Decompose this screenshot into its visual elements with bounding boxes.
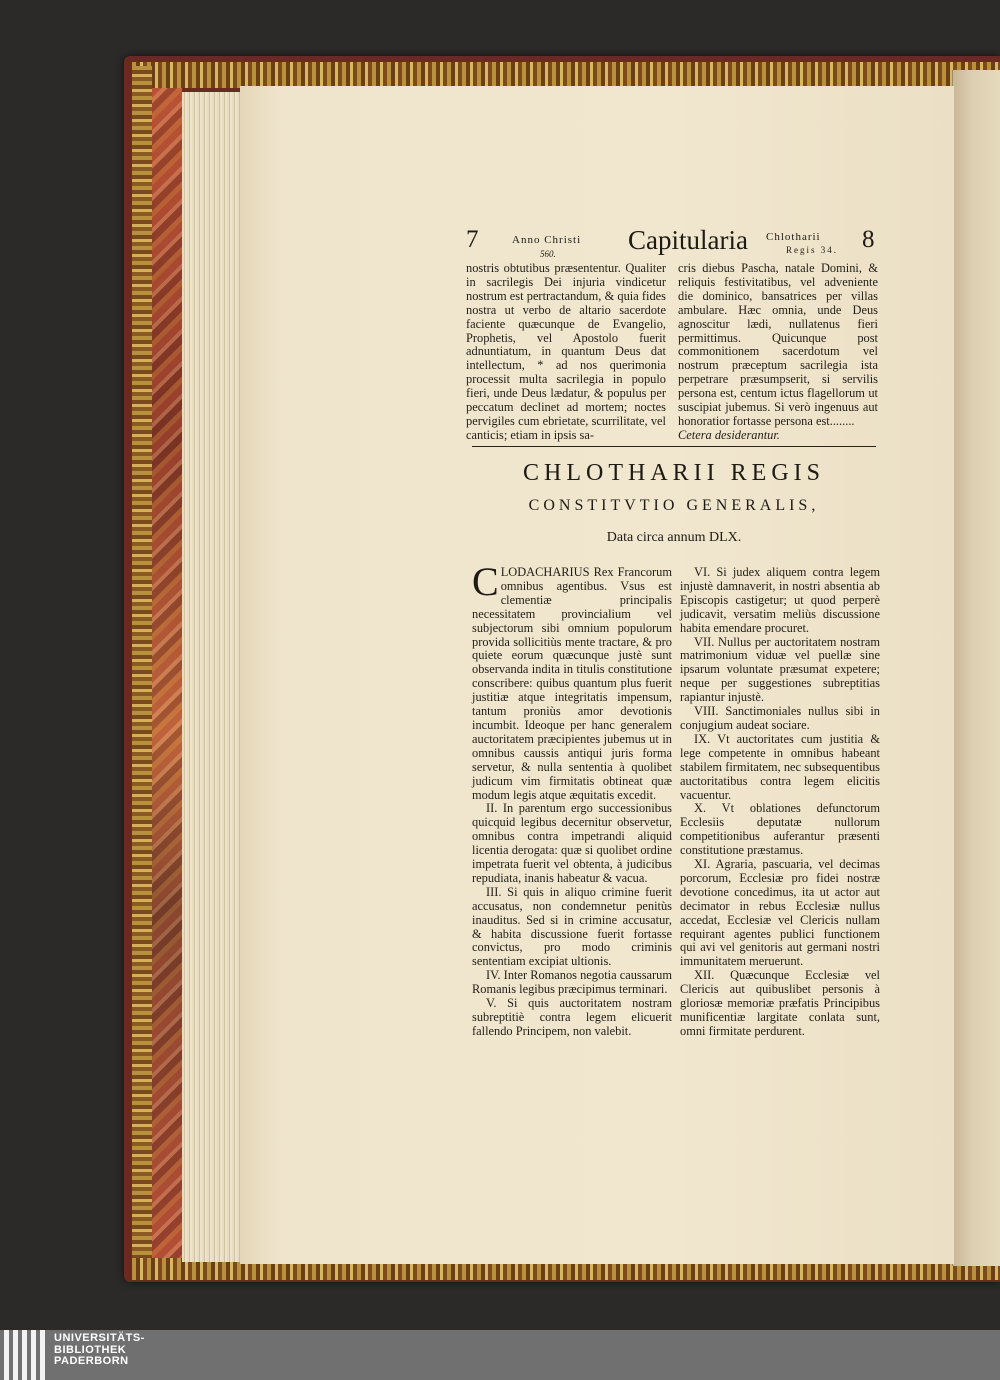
drop-cap: C xyxy=(472,559,499,604)
paragraph-intro xyxy=(472,559,672,802)
top-left-text: nostris obtutibus præsententur. Qualiter in sacrilegis Dei injuria vindicetur nostrum est pertractandum, & quia fides nostra ut verbo de altario sacerdote faciente quæcunque de Evangelio, Prophetis, vel Apostolo fuerit adnuntiatum, in quantum Deus dat intellectum, * ad nos querimonia processit multa sacrilegia in populo fieri, unde Deus lædatur, & populus per peccatum declinet ad mortem; noctes pervigiles cum ebrietate, scurrilitate, vel canticis; etiam in ipsis sa- xyxy=(466,261,666,442)
anno-christi: Anno Christi xyxy=(512,234,582,246)
paragraph-8: VIII. Sanctimoniales nullus sibi in conjugium audeat sociare. xyxy=(680,704,880,732)
header-chlotharii: Chlotharii xyxy=(766,231,821,243)
paragraph-1-text: LODACHARIUS Rex Francorum omnibus agentibus. Vsus est clementiæ principalis necessitatem provincialium vel subjectorum sibi omnium populorum provida sollicitiùs mente tractare, & pro quiete eorum quæcunque justè sunt observanda indita in titulis constitutione conscribere: quibus quantum plus fuerit justitiæ atque integritatis impensum, tantum proniùs amor devotionis incumbit. Ideoque per hanc generalem auctoritatem præcipientes jubemus ut in omnibus caussis antiqui juris forma servetur, & nulla sententia à quolibet judicum vim firmitatis obtineat quæ modum legis atque æquitatis excedit. xyxy=(472,565,672,802)
gilt-border-top xyxy=(132,62,1000,88)
running-header xyxy=(466,226,878,266)
paragraph-5: V. Si quis auctoritatem nostram subreptitiè contra legem elicuerit fallendo Principem, non valebit. xyxy=(472,996,672,1038)
library-line-1: UNIVERSITÄTS- xyxy=(54,1332,145,1344)
library-line-2: BIBLIOTHEK xyxy=(54,1343,127,1356)
library-name xyxy=(54,1333,145,1368)
paragraph-11: XI. Agraria, pascuaria, vel decimas porcorum, Ecclesiæ pro fidei nostræ devotione concedimus, ita ut actor aut decimator in rebus Ecclesiæ nullus accedat, Ecclesiæ vel Clericis nullam requirant agentes publici functionem qui avi vel genitoris aut germani nostri immunitatem meruerunt. xyxy=(680,857,880,969)
anno-year: 560. xyxy=(540,249,556,259)
gilt-border-left xyxy=(132,66,152,1276)
header-title: Capitularia xyxy=(628,225,748,255)
library-logo-icon xyxy=(4,1330,48,1380)
marbled-endpaper xyxy=(152,88,182,1258)
top-right-text: cris diebus Pascha, natale Domini, & reliquis festivitatibus, vel adveniente die dominico, bansatrices per villas ambulare. Hæc omnia, unde Deus agnoscitur lædi, nullatenus fieri permittimus. Quicunque post commonitionem sacerdotum vel nostrum præceptum sacrilegia ista perpetrare præsumpserit, si servilis persona est, centum ictus flagellorum ut suscipiat jubemus. Si verò ingenuus aut honoratior fortasse persona est........ xyxy=(678,261,878,428)
top-right-column xyxy=(678,262,878,443)
section-subtitle: CONSTITVTIO GENERALIS, xyxy=(528,497,820,514)
paragraph-10: X. Vt oblationes defunctorum Ecclesiis deputatæ nullorum competitionibus auferantur præsenti constitutione præstamus. xyxy=(680,801,880,858)
paragraph-12: XII. Quæcunque Ecclesiæ vel Clericis aut quibuslibet personis à gloriosæ memoriæ præfatis Principibus munificentiæ largitate conlata sunt, omni firmitate perdurent. xyxy=(680,968,880,1038)
page-number-right: 8 xyxy=(862,226,875,253)
header-regis: Regis 34. xyxy=(786,245,839,255)
paragraph-3: III. Si quis in aliquo crimine fuerit accusatus, non condemnetur penitùs inauditus. Sed si in crimine accusatur, & habita discussione fuerit fortasse convictus, pro modo criminis sententiam excipiat ultionis. xyxy=(472,884,672,969)
paragraph-6: VI. Si judex aliquem contra legem injustè damnaverit, in nostri absentia ab Episcopis castigetur; ut quod perperè judicavit, versatim meliùs discussione habita emendare procuret. xyxy=(680,565,880,635)
section-divider xyxy=(472,446,876,447)
paragraph-9: IX. Vt auctoritates cum justitia & lege competente in omnibus habeant stabilem firmitatem, nec subsequentibus auctoritatibus contra legem elicitis vacuentur. xyxy=(680,731,880,802)
facing-page-edge xyxy=(952,70,1000,1266)
page-number-left: 7 xyxy=(466,226,479,253)
library-line-3: PADERBORN xyxy=(54,1355,129,1367)
top-left-column xyxy=(466,262,666,443)
section-title: CHLOTHARII REGIS xyxy=(523,460,825,486)
paragraph-4: IV. Inter Romanos negotia caussarum Romanis legibus præcipimus terminari. xyxy=(472,968,672,997)
cetera-note: Cetera desiderantur. xyxy=(678,427,780,442)
section-date: Data circa annum DLX. xyxy=(606,530,742,545)
paragraph-2: II. In parentum ergo successionibus quicquid legibus decernitur observetur, omnibus contra impetrandi aliquid licentia derogata: quæ si quolibet ordine impetrata fuerit vel obtenta, à judicibus repudiata, inanis habeatur & vacua. xyxy=(472,801,672,885)
paragraph-7: VII. Nullus per auctoritatem nostram matrimonium viduæ vel puellæ sine ipsarum voluntate præsumat expetere; neque per suggestiones subreptitias rapiantur injustè. xyxy=(680,634,880,705)
page-edges xyxy=(182,92,242,1262)
library-footer xyxy=(0,1330,1000,1380)
body-left-column xyxy=(472,559,672,1039)
body-right-column xyxy=(680,566,880,1039)
